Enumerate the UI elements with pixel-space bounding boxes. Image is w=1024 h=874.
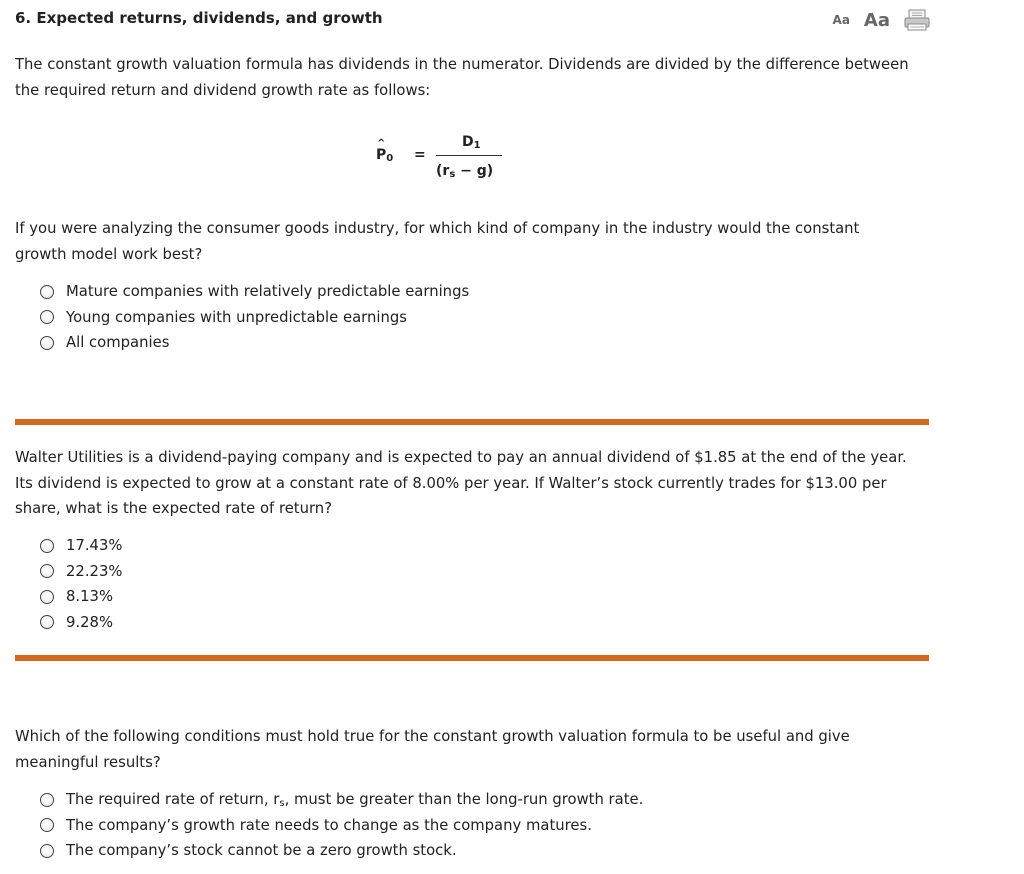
radio-button[interactable] xyxy=(40,336,54,350)
option-item[interactable] xyxy=(40,279,469,305)
option-label: The company’s growth rate needs to change as the company matures. xyxy=(66,816,592,834)
option-label-sub: s xyxy=(279,797,285,809)
question-2-options xyxy=(40,533,122,635)
option-label-prefix: The required rate of return, r xyxy=(66,790,280,808)
option-item[interactable] xyxy=(40,787,643,813)
question-2-text: Walter Utilities is a dividend-paying company and is expected to pay an annual dividend of $1.85 at the end of the year. Its dividend is expected to grow at a constant rate of 8.00% per year. If Walter’s stock currently trades for $13.00 per share, what is the expected rate of return? xyxy=(15,449,907,517)
option-item[interactable] xyxy=(40,305,469,331)
section-divider xyxy=(15,655,929,661)
option-item[interactable] xyxy=(40,584,122,610)
option-label: Young companies with unpredictable earnings xyxy=(66,308,407,326)
formula-numerator xyxy=(462,134,481,151)
formula-lhs-sub: 0 xyxy=(386,153,394,164)
increase-font-button[interactable]: Aa xyxy=(863,9,890,31)
radio-button[interactable] xyxy=(40,310,54,324)
print-icon[interactable] xyxy=(904,9,930,31)
question-1-options xyxy=(40,279,469,356)
constant-growth-formula xyxy=(376,134,516,184)
option-label-suffix: , must be greater than the long-run growth rate. xyxy=(284,790,644,808)
section-divider xyxy=(15,419,929,425)
radio-button[interactable] xyxy=(40,793,54,807)
formula-equals: = xyxy=(414,147,426,163)
option-item[interactable] xyxy=(40,330,469,356)
option-item[interactable] xyxy=(40,813,643,839)
radio-button[interactable] xyxy=(40,590,54,604)
option-item[interactable] xyxy=(40,838,643,864)
formula-lhs xyxy=(376,147,393,164)
formula-numerator-base: D xyxy=(462,134,474,150)
formula-numerator-sub: 1 xyxy=(473,140,481,151)
option-item[interactable] xyxy=(40,559,122,585)
radio-button[interactable] xyxy=(40,539,54,553)
question-3-text: Which of the following conditions must hold true for the constant growth valuation formula to be useful and give meaningful results? xyxy=(15,728,850,771)
decrease-font-button[interactable]: Aa xyxy=(832,13,850,27)
formula-denominator-close: − g) xyxy=(455,163,494,179)
formula-lhs-base: ^ P xyxy=(376,147,386,163)
option-item[interactable] xyxy=(40,533,122,559)
formula-denominator-sub: s xyxy=(449,169,456,180)
radio-button[interactable] xyxy=(40,844,54,858)
question-1-text: If you were analyzing the consumer goods industry, for which kind of company in the industry would the constant growth model work best? xyxy=(15,220,860,263)
option-label: All companies xyxy=(66,334,170,352)
radio-button[interactable] xyxy=(40,564,54,578)
option-label: The company’s stock cannot be a zero growth stock. xyxy=(66,842,457,860)
option-label: 9.28% xyxy=(66,613,114,631)
question-header xyxy=(15,8,930,32)
option-label: 22.23% xyxy=(66,562,123,580)
radio-button[interactable] xyxy=(40,818,54,832)
radio-button[interactable] xyxy=(40,615,54,629)
header-tools xyxy=(833,8,930,32)
option-label: Mature companies with relatively predictable earnings xyxy=(66,283,470,301)
formula-denominator-open: (r xyxy=(436,163,450,179)
formula-intro: The constant growth valuation formula has dividends in the numerator. Dividends are divided by the difference between the required return and dividend growth rate as follows: xyxy=(15,56,909,99)
option-item[interactable] xyxy=(40,610,122,636)
option-label xyxy=(66,791,643,809)
question-3-options xyxy=(40,787,643,864)
formula-denominator xyxy=(436,163,493,180)
radio-button[interactable] xyxy=(40,285,54,299)
formula-fraction-bar xyxy=(436,155,502,156)
option-label: 8.13% xyxy=(66,588,114,606)
option-label: 17.43% xyxy=(66,537,123,555)
question-title: 6. Expected returns, dividends, and growth xyxy=(15,9,383,27)
